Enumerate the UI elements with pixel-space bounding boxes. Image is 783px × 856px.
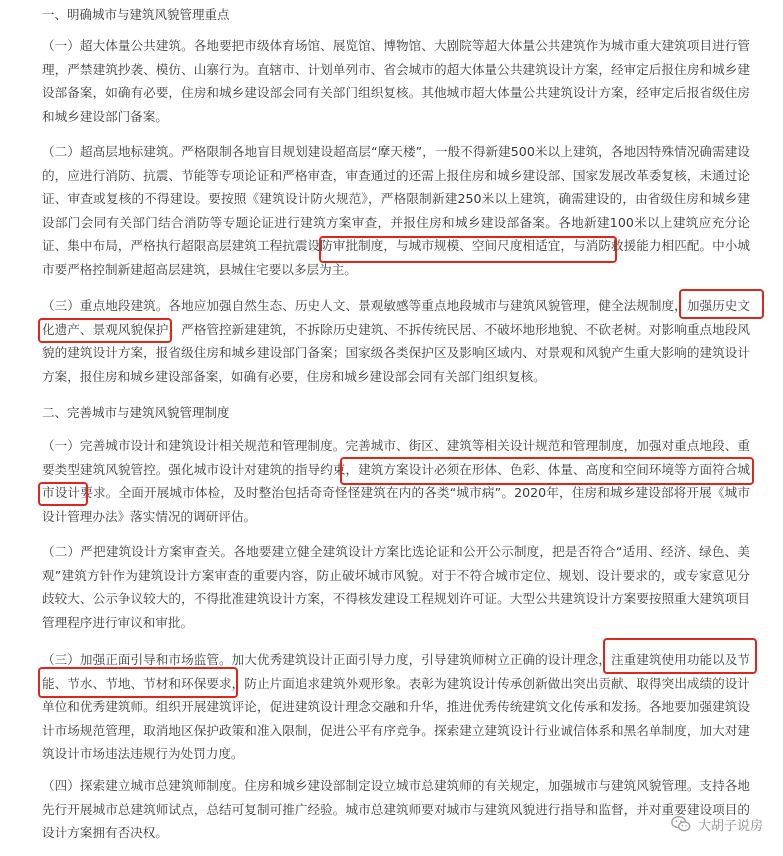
- paragraph-guidance-supervision: [42, 648, 750, 766]
- paragraph-text: （三）重点地段建筑。各地应加强自然生态、历史人文、景观敏感等重点地段城市与建筑风貌管理，健全法规制度，: [42, 298, 687, 313]
- paragraph-text: 严格管控新建建筑，不拆除历史建筑、不拆传统民居、不破坏地形地貌、不砍老树。对影响重点地段风貌的建筑设计方案，报省级住房和城乡建设部门备案；国家级各类保护区及影响区域内、对景观和风貌产生重大影响的建筑设计方案，报住房和城乡建设部备案，如确有必要，住房和城乡建设部会同有关部门组织复核。: [42, 321, 751, 384]
- paragraph-super-large-buildings: [42, 34, 750, 128]
- paragraph-text: 防止片面追求建筑外观形象。表彰为建筑设计传承创新做出突出贡献、取得突出成绩的设计单位和优秀建筑师。组织开展建筑评论，促进建筑设计理念交融和升华，推进优秀传统建筑文化传承和发扬。各地要加强建筑设计市场规范管理，取消地区保护政策和准入限制，促进公平有序竞争。探索建立建筑设计行业诚信体系和黑名单制度，加大对建筑设计市场违法违规行为处罚力度。: [42, 675, 751, 761]
- paragraph-key-area-buildings: [42, 294, 750, 388]
- paragraph-design-review: [42, 540, 750, 634]
- paragraph-text: （一）完善城市设计和建筑设计相关规范和管理制度。完善城市、街区、建筑等相关设计规范和管理制度，加强对重点地段、重要类型建筑风貌管控。强化城市设计对建筑的指导约束，: [42, 438, 750, 477]
- paragraph-design-standards: [42, 434, 750, 528]
- wechat-icon: [670, 813, 692, 835]
- paragraph-text: （四）探索建立城市总建筑师制度。住房和城乡建设部制定设立城市总建筑师的有关规定，加强城市与建筑风貌管理。支持各地先行开展城市总建筑师试点，总结可复制可推广经验。城市总建筑师要对城市与建筑风貌进行指导和监督，并对重要建设项目的设计方案拥有否决权。: [42, 778, 750, 840]
- paragraph-chief-architect: [42, 774, 750, 845]
- paragraph-text: 中小城市要严格控制新建超高层建筑，县城住宅要以多层为主。: [42, 238, 751, 277]
- section-heading-1: 一、明确城市与建筑风貌管理重点: [42, 7, 230, 22]
- paragraph-supertall-buildings: [42, 140, 750, 281]
- paragraph-text: （二）超高层地标建筑。严格限制各地盲目规划建设超高层“摩天楼”，一般不得新建500米以上建筑，各地因特殊情况确需建设的，应进行消防、抗震、节能等专项论证和严格审查，审查通过的还需上报住房和城乡建设部、国家发展改革委复核，未通过论证、审查或复核的不得建设。要按照《建筑设计防火规范》，严格限制新建250米以上建筑，确需建设的，由省级住房和城乡建设部门会同有关部门结合消防等专题论证进行建筑方案审查，并报住房和城乡建设部备案。各地新建100米以上建筑应充分论证、集中布局，严格执行超限高层建筑工程抗震设防审批制度，: [42, 144, 750, 253]
- highlighted-text: 建筑方案设计必须在形体、色彩、体量、高度和空间环境等方面符合城市设计要求。: [42, 461, 751, 500]
- section-heading-2: 二、完善城市与建筑风貌管理制度: [42, 405, 230, 420]
- paragraph-text: （三）加强正面引导和市场监管。加大优秀建筑设计正面引导力度，引导建筑师树立正确的设计理念，: [42, 652, 611, 667]
- watermark: [670, 810, 763, 838]
- paragraph-text: 全面开展城市体检，及时整治包括奇奇怪怪建筑在内的各类“城市病”。2020年，住房和城乡建设部将开展《城市设计管理办法》落实情况的调研评估。: [42, 485, 750, 524]
- highlighted-text: 注重建筑使用功能以及节能、节水、节地、节材和环保要求，: [42, 652, 751, 691]
- paragraph-text: （二）严把建筑设计方案审查关。各地要建立健全建筑设计方案比选论证和公开公示制度，把是否符合“适用、经济、绿色、美观”建筑方针作为建筑设计方案审查的重要内容，防止破坏城市风貌。对于不符合城市定位、规划、设计要求的，或专家意见分歧较大、公示争议较大的，不得批准建筑设计方案，不得核发建设工程规划许可证。大型公共建筑设计方案要按照重大建筑项目管理程序进行审议和审批。: [42, 544, 750, 630]
- highlighted-text: 加强历史文化遗产、景观风貌保护，: [42, 298, 751, 337]
- watermark-text: 大胡子说房: [697, 818, 763, 834]
- paragraph-text: （一）超大体量公共建筑。各地要把市级体育场馆、展览馆、博物馆、大剧院等超大体量公共建筑作为城市重大建筑项目进行管理，严禁建筑抄袭、模仿、山寨行为。直辖市、计划单列市、省会城市的超大体量公共建筑设计方案，经审定后报住房和城乡建设部备案，如确有必要，住房和城乡建设部会同有关部门组织复核。其他城市超大体量公共建筑设计方案，经审定后报省级住房和城乡建设部门备案。: [42, 38, 750, 124]
- highlighted-text: 与城市规模、空间尺度相适宜，与消防救援能力相匹配。: [396, 238, 713, 253]
